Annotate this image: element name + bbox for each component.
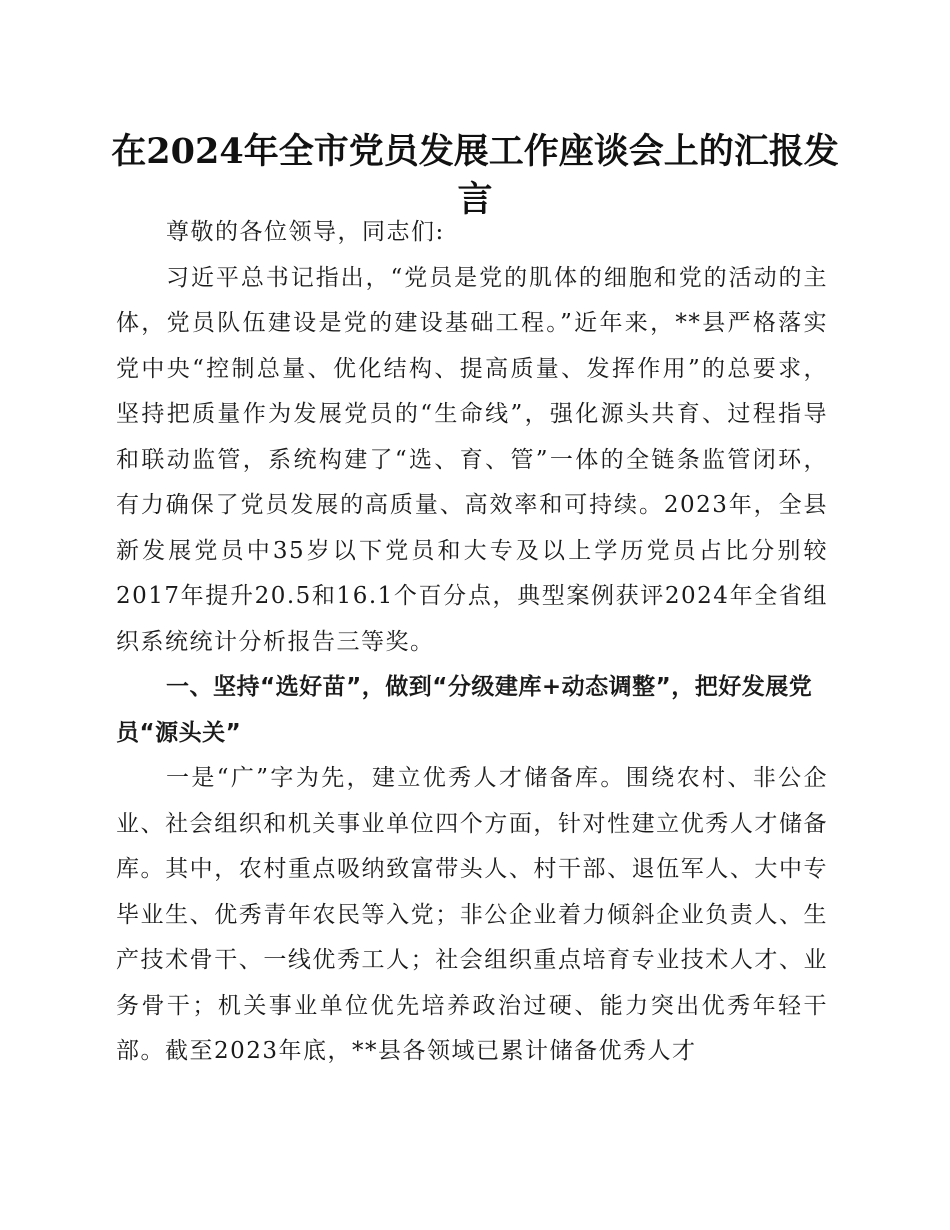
document-title: 在2024年全市党员发展工作座谈会上的汇报发言: [111, 131, 839, 220]
intro-paragraph: 习近平总书记指出，“党员是党的肌体的细胞和党的活动的主体，党员队伍建设是党的建设基础工程。”近年来，**县严格落实党中央“控制总量、优化结构、提高质量、发挥作用”的总要求，坚持把质量作为发展党员的“生命线”，强化源头共育、过程指导和联动监管，系统构建了“选、育、管”一体的全链条监管闭环，有力确保了党员发展的高质量、高效率和可持续。2023年，全县新发展党员中35岁以下党员和大专及以上学历党员占比分别较2017年提升20.5和16.1个百分点，典型案例获评2024年全省组织系统统计分析报告三等奖。: [116, 264, 828, 655]
salutation: 尊敬的各位领导，同志们:: [166, 219, 445, 245]
section-paragraph: 一是“广”字为先，建立优秀人才储备库。围绕农村、非公企业、社会组织和机关事业单位四个方面，针对性建立优秀人才储备库。其中，农村重点吸纳致富带头人、村干部、退伍军人、大中专毕业生、优秀青年农民等入党；非公企业着力倾斜企业负责人、生产技术骨干、一线优秀工人；社会组织重点培育专业技术人才、业务骨干；机关事业单位优先培养政治过硬、能力突出优秀年轻干部。截至2023年底，**县各领域已累计储备优秀人才: [116, 765, 828, 1064]
document-body: [116, 210, 828, 1075]
section-heading: 一、坚持“选好苗”，做到“分级建库+动态调整”，把好发展党员“源头关”: [116, 674, 813, 746]
